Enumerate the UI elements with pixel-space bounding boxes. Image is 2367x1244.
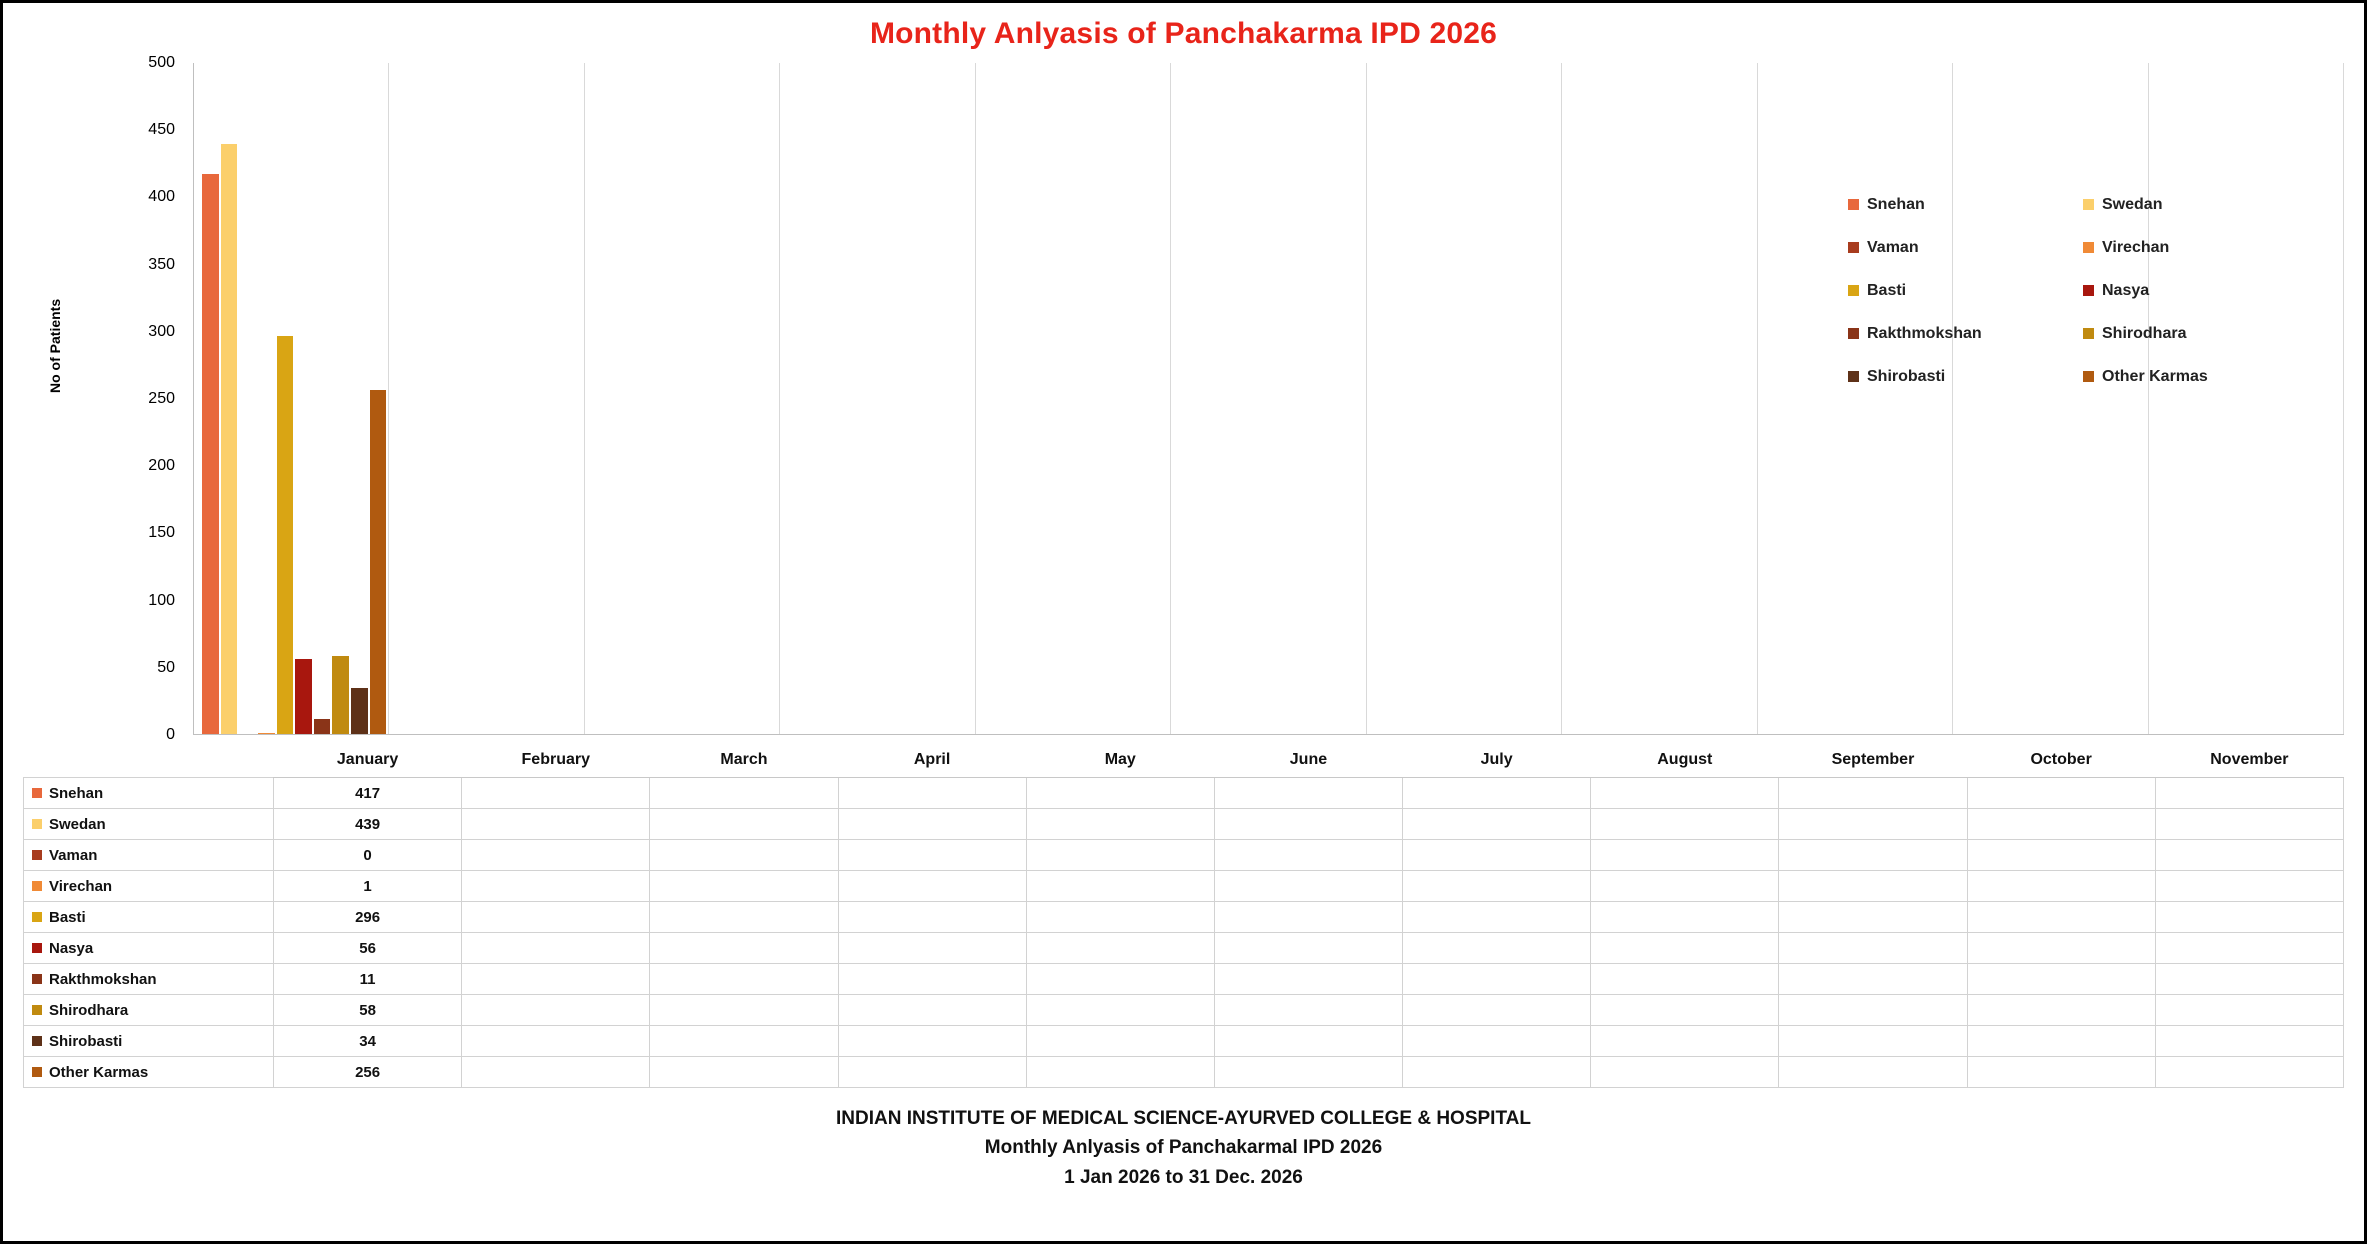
plot-canvas xyxy=(193,63,2344,735)
table-row xyxy=(24,809,2344,840)
data-cell xyxy=(1591,778,1779,809)
data-cell xyxy=(1779,809,1967,840)
bar-shirodhara[interactable] xyxy=(332,656,349,734)
data-cell xyxy=(1403,840,1591,871)
series-name-cell: Vaman xyxy=(24,840,274,871)
data-cell xyxy=(1779,995,1967,1026)
data-cell: 0 xyxy=(274,840,462,871)
month-column xyxy=(389,63,584,734)
data-cell xyxy=(462,809,650,840)
legend-swatch-icon xyxy=(2083,371,2094,382)
data-cell xyxy=(838,871,1026,902)
y-tick-label: 50 xyxy=(157,658,175,676)
y-tick-label: 450 xyxy=(148,121,175,139)
data-cell xyxy=(2155,933,2343,964)
bar-basti[interactable] xyxy=(277,336,294,734)
legend-item[interactable] xyxy=(1848,269,2083,312)
data-cell: 256 xyxy=(274,1057,462,1088)
legend-swatch-icon xyxy=(2083,199,2094,210)
legend-label: Swedan xyxy=(2102,195,2163,213)
data-cell xyxy=(1591,964,1779,995)
series-swatch-icon xyxy=(32,912,42,922)
legend-swatch-icon xyxy=(1848,285,1859,296)
legend-swatch-icon xyxy=(1848,242,1859,253)
bar-group xyxy=(1367,63,1561,734)
data-cell xyxy=(2155,964,2343,995)
data-cell xyxy=(650,902,838,933)
data-cell: 417 xyxy=(274,778,462,809)
data-cell xyxy=(1591,902,1779,933)
data-cell xyxy=(1026,902,1214,933)
data-cell xyxy=(1214,871,1402,902)
plot-area xyxy=(3,54,2364,743)
data-cell xyxy=(650,840,838,871)
table-row xyxy=(24,871,2344,902)
data-cell xyxy=(650,1026,838,1057)
legend-swatch-icon xyxy=(2083,328,2094,339)
month-column xyxy=(194,63,389,734)
series-swatch-icon xyxy=(32,974,42,984)
series-name-cell: Snehan xyxy=(24,778,274,809)
data-cell xyxy=(1214,1026,1402,1057)
y-tick-label: 300 xyxy=(148,322,175,340)
data-cell xyxy=(1026,1026,1214,1057)
data-cell xyxy=(1026,840,1214,871)
series-name-cell: Shirobasti xyxy=(24,1026,274,1057)
data-cell xyxy=(1967,778,2155,809)
table-row xyxy=(24,995,2344,1026)
footer xyxy=(3,1104,2364,1192)
data-cell xyxy=(650,809,838,840)
data-cell xyxy=(1403,778,1591,809)
data-cell xyxy=(1403,1026,1591,1057)
bar-group xyxy=(1562,63,1756,734)
data-cell xyxy=(838,995,1026,1026)
footer-line-1: INDIAN INSTITUTE OF MEDICAL SCIENCE-AYURVED COLLEGE & HOSPITAL xyxy=(836,1108,1531,1129)
y-axis-title: No of Patients xyxy=(47,298,63,393)
month-column xyxy=(1562,63,1757,734)
data-cell xyxy=(838,902,1026,933)
legend-swatch-icon xyxy=(2083,242,2094,253)
bar-nasya[interactable] xyxy=(295,659,312,734)
month-column xyxy=(780,63,975,734)
data-cell xyxy=(1967,964,2155,995)
data-cell xyxy=(650,1057,838,1088)
table-row xyxy=(24,1057,2344,1088)
data-cell: 58 xyxy=(274,995,462,1026)
series-name-cell: Virechan xyxy=(24,871,274,902)
month-column xyxy=(1953,63,2148,734)
data-cell xyxy=(462,1057,650,1088)
y-tick-label: 200 xyxy=(148,457,175,475)
data-cell xyxy=(1026,871,1214,902)
data-cell xyxy=(838,933,1026,964)
legend-item[interactable] xyxy=(2083,355,2318,398)
page-title: Monthly Anlyasis of Panchakarma IPD 2026 xyxy=(869,17,1498,50)
data-cell xyxy=(2155,1026,2343,1057)
data-cell xyxy=(462,933,650,964)
legend-label: Vaman xyxy=(1867,238,1919,256)
series-swatch-icon xyxy=(32,788,42,798)
data-cell xyxy=(1779,902,1967,933)
data-cell xyxy=(1591,995,1779,1026)
data-cell xyxy=(1403,809,1591,840)
data-cell xyxy=(1403,964,1591,995)
column-header-february: February xyxy=(462,743,650,778)
legend-item[interactable] xyxy=(1848,226,2083,269)
y-axis-tick-labels xyxy=(113,54,183,743)
month-column xyxy=(2149,63,2344,734)
data-cell xyxy=(1403,871,1591,902)
series-swatch-icon xyxy=(32,943,42,953)
legend-label: Nasya xyxy=(2102,281,2150,299)
data-cell xyxy=(1967,840,2155,871)
column-header-october: October xyxy=(1967,743,2155,778)
legend-label: Virechan xyxy=(2102,238,2170,256)
column-header-november: November xyxy=(2155,743,2343,778)
month-column xyxy=(1367,63,1562,734)
data-cell xyxy=(1214,778,1402,809)
column-header-may: May xyxy=(1026,743,1214,778)
column-header-april: April xyxy=(838,743,1026,778)
legend-label: Shirobasti xyxy=(1867,367,1946,385)
bar-group xyxy=(1758,63,1952,734)
data-cell xyxy=(1026,809,1214,840)
data-cell xyxy=(1967,1026,2155,1057)
month-column xyxy=(585,63,780,734)
data-cell xyxy=(462,778,650,809)
data-cell xyxy=(650,778,838,809)
column-header-september: September xyxy=(1779,743,1967,778)
data-cell xyxy=(1403,995,1591,1026)
y-tick-label: 250 xyxy=(148,390,175,407)
table-row xyxy=(24,778,2344,809)
bar-group xyxy=(585,63,779,734)
footer-line-3: 1 Jan 2026 to 31 Dec. 2026 xyxy=(1064,1166,1303,1188)
data-cell xyxy=(838,964,1026,995)
y-tick-label: 150 xyxy=(148,524,175,542)
legend-swatch-icon xyxy=(1848,328,1859,339)
data-cell: 34 xyxy=(274,1026,462,1057)
column-header-july: July xyxy=(1403,743,1591,778)
data-cell xyxy=(1967,902,2155,933)
data-cell xyxy=(1591,871,1779,902)
data-cell xyxy=(1026,933,1214,964)
data-cell xyxy=(1591,933,1779,964)
bar-group xyxy=(976,63,1170,734)
series-swatch-icon xyxy=(32,1005,42,1015)
table-row xyxy=(24,1026,2344,1057)
data-cell xyxy=(1214,1057,1402,1088)
legend-label: Shirodhara xyxy=(2102,324,2187,342)
bar-virechan[interactable] xyxy=(258,733,275,734)
data-cell xyxy=(1403,933,1591,964)
legend-label: Basti xyxy=(1867,281,1907,299)
data-cell xyxy=(1214,995,1402,1026)
column-header-march: March xyxy=(650,743,838,778)
legend-item[interactable] xyxy=(2083,183,2318,226)
series-name-cell: Shirodhara xyxy=(24,995,274,1026)
table-row xyxy=(24,933,2344,964)
data-cell xyxy=(1591,1057,1779,1088)
data-cell xyxy=(650,995,838,1026)
column-header-august: August xyxy=(1591,743,1779,778)
data-cell: 11 xyxy=(274,964,462,995)
legend-swatch-icon xyxy=(1848,371,1859,382)
data-cell: 439 xyxy=(274,809,462,840)
data-cell xyxy=(1026,778,1214,809)
data-table xyxy=(23,743,2344,1088)
data-cell xyxy=(1967,809,2155,840)
bar-rakthmokshan[interactable] xyxy=(314,719,331,734)
data-cell: 56 xyxy=(274,933,462,964)
data-cell xyxy=(650,933,838,964)
data-cell xyxy=(2155,809,2343,840)
column-header-january: January xyxy=(274,743,462,778)
data-cell xyxy=(1026,995,1214,1026)
series-swatch-icon xyxy=(32,1067,42,1077)
data-cell xyxy=(2155,1057,2343,1088)
data-cell xyxy=(1026,964,1214,995)
legend-swatch-icon xyxy=(1848,199,1859,210)
data-cell xyxy=(1403,1057,1591,1088)
data-cell xyxy=(1967,933,2155,964)
data-cell xyxy=(462,995,650,1026)
data-cell xyxy=(2155,778,2343,809)
month-column xyxy=(1171,63,1366,734)
legend-item[interactable] xyxy=(1848,355,2083,398)
data-cell xyxy=(1214,933,1402,964)
bar-other-karmas[interactable] xyxy=(370,390,387,734)
data-cell xyxy=(1779,933,1967,964)
series-name-cell: Rakthmokshan xyxy=(24,964,274,995)
footer-line-2: Monthly Anlyasis of Panchakarmal IPD 2026 xyxy=(984,1137,1383,1159)
legend-item[interactable] xyxy=(1848,312,2083,355)
data-cell xyxy=(1779,871,1967,902)
data-cell xyxy=(1403,902,1591,933)
table-row xyxy=(24,840,2344,871)
data-cell xyxy=(1779,964,1967,995)
data-cell xyxy=(650,871,838,902)
legend-item[interactable] xyxy=(2083,312,2318,355)
data-cell xyxy=(838,778,1026,809)
legend-item[interactable] xyxy=(2083,269,2318,312)
series-swatch-icon xyxy=(32,850,42,860)
data-cell: 1 xyxy=(274,871,462,902)
legend-label: Snehan xyxy=(1867,195,1925,213)
data-cell xyxy=(2155,871,2343,902)
bar-snehan[interactable] xyxy=(202,174,219,734)
legend-label: Rakthmokshan xyxy=(1867,324,1982,342)
data-cell xyxy=(1214,840,1402,871)
bar-swedan[interactable] xyxy=(221,144,238,734)
y-tick-label: 0 xyxy=(166,726,175,743)
series-name-cell: Other Karmas xyxy=(24,1057,274,1088)
series-swatch-icon xyxy=(32,1036,42,1046)
data-cell xyxy=(838,1026,1026,1057)
month-column xyxy=(1758,63,1953,734)
data-cell: 296 xyxy=(274,902,462,933)
data-cell xyxy=(1214,809,1402,840)
data-cell xyxy=(1779,778,1967,809)
data-cell xyxy=(2155,995,2343,1026)
data-cell xyxy=(1779,840,1967,871)
table-row xyxy=(24,902,2344,933)
data-cell xyxy=(462,1026,650,1057)
bar-group xyxy=(780,63,974,734)
bar-group xyxy=(1953,63,2150,734)
data-cell xyxy=(462,871,650,902)
y-tick-label: 350 xyxy=(148,255,175,273)
y-tick-label: 500 xyxy=(148,54,175,71)
legend-item[interactable] xyxy=(1848,183,2083,226)
table-corner-cell xyxy=(24,743,274,778)
bar-group xyxy=(194,63,388,734)
bar-group xyxy=(1171,63,1365,734)
legend-swatch-icon xyxy=(2083,285,2094,296)
data-cell xyxy=(462,902,650,933)
data-cell xyxy=(2155,840,2343,871)
bar-shirobasti[interactable] xyxy=(351,688,368,734)
data-cell xyxy=(462,840,650,871)
data-cell xyxy=(2155,902,2343,933)
data-cell xyxy=(1591,1026,1779,1057)
data-cell xyxy=(650,964,838,995)
bar-group xyxy=(389,63,583,734)
data-cell xyxy=(1214,964,1402,995)
series-name-cell: Swedan xyxy=(24,809,274,840)
data-cell xyxy=(838,840,1026,871)
series-name-cell: Basti xyxy=(24,902,274,933)
bar-group xyxy=(2149,63,2343,734)
chart-legend xyxy=(1848,183,2318,398)
data-table-area xyxy=(23,743,2344,1088)
month-column xyxy=(976,63,1171,734)
series-name-cell: Nasya xyxy=(24,933,274,964)
legend-label: Other Karmas xyxy=(2102,367,2208,385)
y-tick-label: 400 xyxy=(148,188,175,206)
table-header-row xyxy=(24,743,2344,778)
data-cell xyxy=(1591,809,1779,840)
data-cell xyxy=(838,809,1026,840)
data-cell xyxy=(1779,1026,1967,1057)
table-row xyxy=(24,964,2344,995)
data-cell xyxy=(1214,902,1402,933)
series-swatch-icon xyxy=(32,819,42,829)
y-tick-label: 100 xyxy=(148,591,175,609)
data-cell xyxy=(1967,1057,2155,1088)
column-header-june: June xyxy=(1214,743,1402,778)
data-cell xyxy=(1026,1057,1214,1088)
data-cell xyxy=(1967,871,2155,902)
legend-item[interactable] xyxy=(2083,226,2318,269)
data-cell xyxy=(1967,995,2155,1026)
data-cell xyxy=(838,1057,1026,1088)
data-cell xyxy=(1779,1057,1967,1088)
series-swatch-icon xyxy=(32,881,42,891)
data-cell xyxy=(462,964,650,995)
data-cell xyxy=(1591,840,1779,871)
